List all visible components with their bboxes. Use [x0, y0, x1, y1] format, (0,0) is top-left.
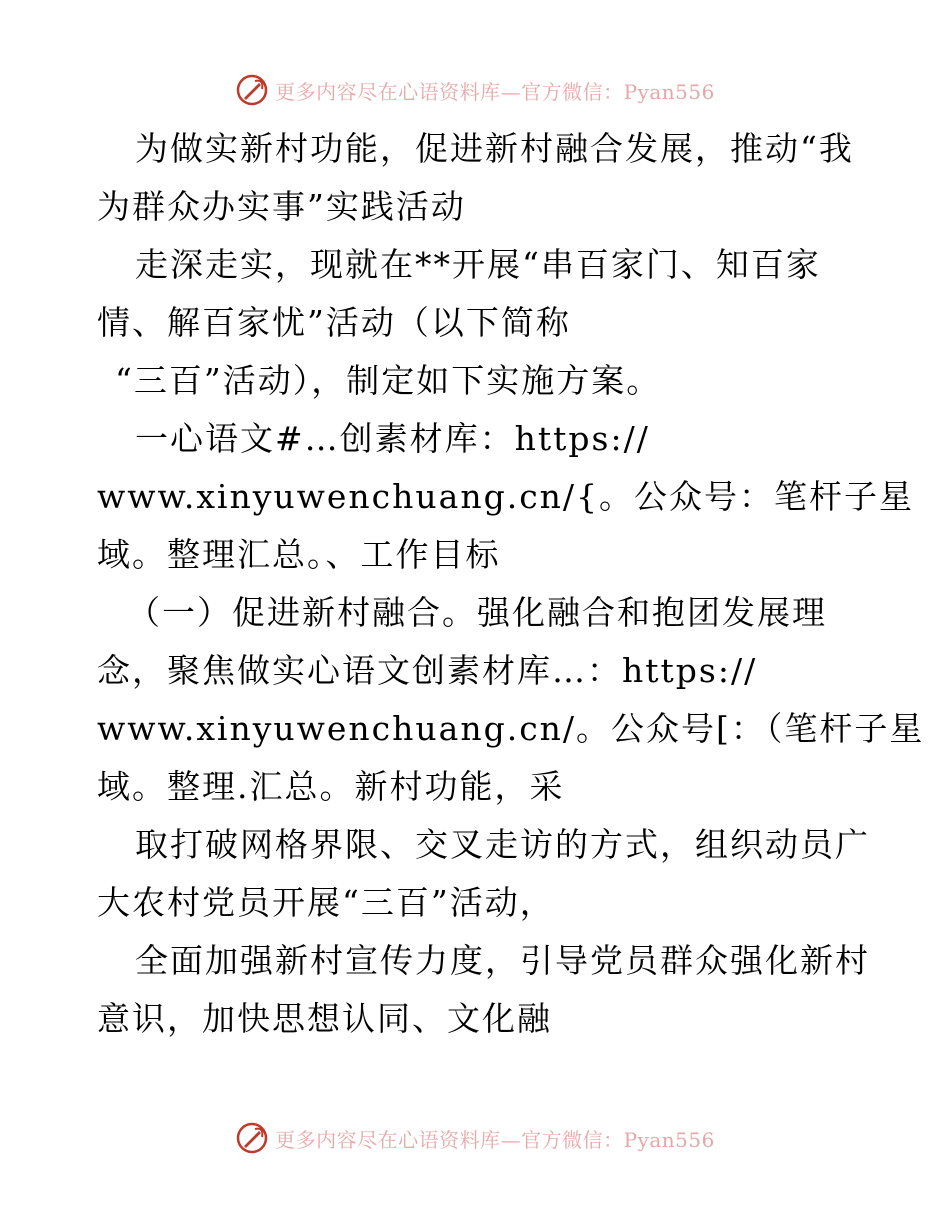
- quill-logo-icon: [235, 73, 269, 107]
- paragraph-line: 全面加强新村宣传力度，引导党员群众强化新村: [135, 941, 870, 980]
- footer-watermark: [0, 1118, 950, 1158]
- watermark-text: 更多内容尽在心语资料库—官方微信：Pyan556: [275, 1127, 715, 1152]
- document-body: [97, 120, 925, 1048]
- paragraph-line: 取打破网格界限、交叉走访的方式，组织动员广: [135, 825, 870, 864]
- paragraph-line: www.xinyuwenchuang.cn/。公众号[：（笔杆子星: [97, 709, 925, 748]
- paragraph-line: 为做实新村功能，促进新村融合发展，推动“我: [135, 129, 854, 168]
- paragraph-line: （一）促进新村融合。强化融合和抱团发展理: [127, 593, 827, 632]
- paragraph-line: “三百”活动），制定如下实施方案。: [115, 361, 662, 400]
- watermark-text: 更多内容尽在心语资料库—官方微信：Pyan556: [275, 79, 715, 104]
- paragraph-line: 域。整理汇总。、工作目标: [97, 535, 501, 574]
- paragraph-line: www.xinyuwenchuang.cn/{。公众号：笔杆子星: [97, 477, 915, 516]
- paragraph-line: 意识，加快思想认同、文化融: [97, 999, 552, 1038]
- paragraph-line: 走深走实，现就在**开展“串百家门、知百家: [135, 245, 821, 284]
- quill-logo-icon: [235, 1121, 269, 1155]
- header-watermark: [0, 70, 950, 110]
- paragraph-line: 念，聚焦做实心语文创素材库…：https://: [97, 651, 758, 690]
- paragraph-line: 大农村党员开展“三百”活动，: [97, 883, 555, 922]
- paragraph-line: 情、解百家忧”活动（以下简称: [97, 303, 571, 342]
- paragraph-line: 域。整理.汇总。新村功能，采: [97, 767, 565, 806]
- paragraph-line: 为群众办实事”实践活动: [97, 187, 466, 226]
- paragraph-line: 一心语文#…创素材库：https://: [135, 419, 650, 458]
